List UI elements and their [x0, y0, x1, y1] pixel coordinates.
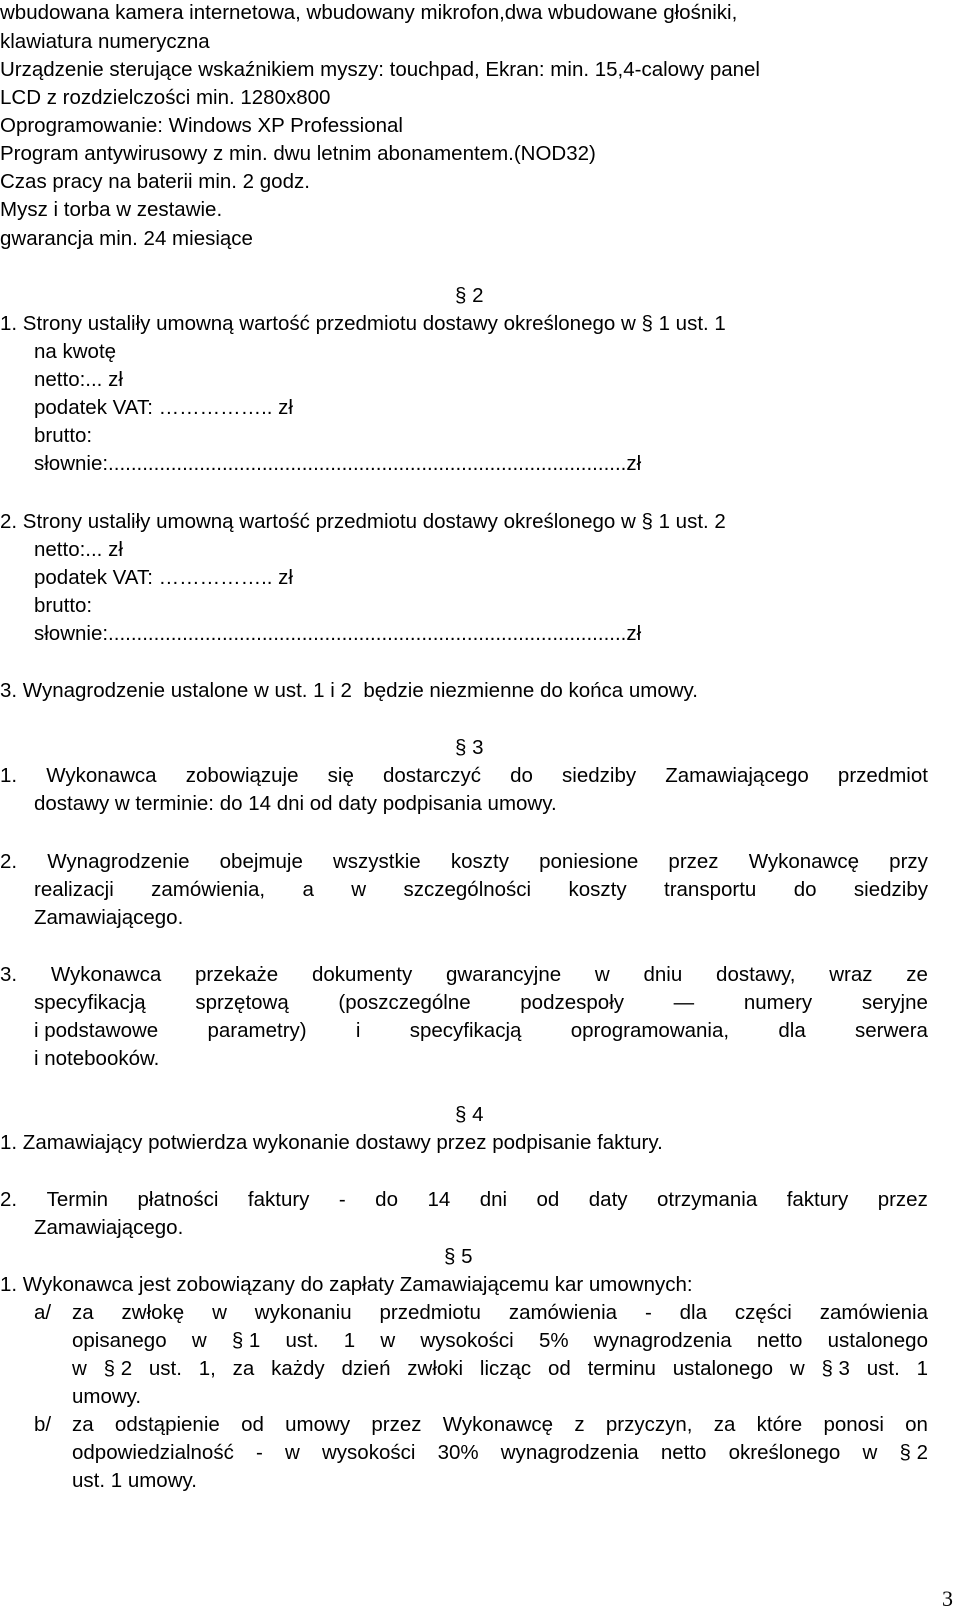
spec-line: Oprogramowanie: Windows XP Professional	[0, 114, 403, 137]
word: faktury	[247, 1188, 310, 1211]
list-label: b/	[34, 1413, 52, 1436]
word: przedmiot	[837, 764, 928, 787]
word: § 1	[231, 1329, 261, 1352]
word: obejmuje	[219, 850, 303, 873]
word: poniesione	[539, 850, 639, 873]
word: zamówienia,	[151, 878, 266, 901]
word: przez	[668, 850, 719, 873]
word: każdy	[271, 1357, 325, 1380]
word: do	[510, 764, 533, 787]
word: od	[536, 1188, 560, 1211]
word: które	[756, 1413, 803, 1436]
section-heading: § 4	[455, 1103, 484, 1126]
word: licząc	[479, 1357, 532, 1380]
word: przy	[889, 850, 928, 873]
word: specyfikacją	[34, 991, 146, 1014]
paragraph-line: i notebooków.	[34, 1047, 160, 1070]
page-number: 3	[942, 1586, 953, 1611]
word: w	[212, 1301, 227, 1324]
word: zwłokę	[121, 1301, 185, 1324]
word: opisanego	[72, 1329, 167, 1352]
word: -	[644, 1301, 652, 1324]
word: wynagrodzenia	[500, 1441, 639, 1464]
spec-line: klawiatura numeryczna	[0, 30, 210, 53]
word: odpowiedzialność	[72, 1441, 234, 1464]
word: umowy	[285, 1413, 351, 1436]
word: w	[380, 1329, 396, 1352]
word: —	[673, 991, 695, 1014]
paragraph-line: 2. Strony ustaliły umowną wartość przedmiotu dostawy określonego w § 1 ust. 2	[0, 510, 726, 533]
word: za	[713, 1413, 736, 1436]
word: i	[355, 1019, 361, 1042]
word: w	[594, 963, 610, 986]
word: specyfikacją	[409, 1019, 522, 1042]
spec-line: Program antywirusowy z min. dwu letnim abonamentem.(NOD32)	[0, 142, 596, 165]
word: otrzymania	[656, 1188, 758, 1211]
word: przez	[371, 1413, 422, 1436]
word: ustalonego	[672, 1357, 774, 1380]
word: netto	[756, 1329, 803, 1352]
word: zwłoki	[407, 1357, 464, 1380]
word: szczególności	[403, 878, 532, 901]
word: w	[72, 1357, 87, 1380]
spec-line: Czas pracy na baterii min. 2 godz.	[0, 170, 310, 193]
word: od	[547, 1357, 571, 1380]
word: wszystkie	[333, 850, 421, 873]
spec-line: wbudowana kamera internetowa, wbudowany mikrofon,dwa wbudowane głośniki,	[0, 1, 738, 24]
word: 2.	[0, 1188, 18, 1211]
word: Wynagrodzenie	[47, 850, 190, 873]
word: 1	[343, 1329, 356, 1352]
paragraph-line	[0, 766, 928, 787]
amount-vat: podatek VAT: …………….. zł	[34, 396, 293, 419]
word: ust.	[148, 1357, 182, 1380]
paragraph-line: 1. Strony ustaliły umowną wartość przedmiotu dostawy określonego w § 1 ust. 1	[0, 312, 726, 335]
word: 1.	[0, 764, 18, 787]
spec-line: LCD z rozdzielczości min. 1280x800	[0, 86, 331, 109]
spec-line: Mysz i torba w zestawie.	[0, 198, 223, 221]
paragraph-line	[72, 1359, 928, 1380]
amount-netto: netto:... zł	[34, 538, 123, 561]
paragraph-line: na kwotę	[34, 340, 117, 363]
word: zamówienia	[508, 1301, 618, 1324]
word: ze	[906, 963, 928, 986]
amount-brutto: brutto:	[34, 424, 93, 447]
word: dla	[679, 1301, 707, 1324]
word: wysokości	[420, 1329, 514, 1352]
word: 3.	[0, 963, 18, 986]
section-heading: § 2	[455, 284, 484, 307]
word: z	[574, 1413, 585, 1436]
word: transportu	[664, 878, 757, 901]
section-heading: § 5	[444, 1245, 473, 1268]
word: w	[789, 1357, 805, 1380]
paragraph-line	[72, 1415, 928, 1436]
word: Wykonawcę	[442, 1413, 554, 1436]
word: ust.	[866, 1357, 900, 1380]
word: netto	[660, 1441, 707, 1464]
paragraph-line: 1. Zamawiający potwierdza wykonanie dostawy przez podpisanie faktury.	[0, 1131, 663, 1154]
paragraph-line: umowy.	[72, 1385, 142, 1408]
word: 1	[916, 1357, 928, 1380]
word: (poszczególne	[338, 991, 471, 1014]
word: numery	[743, 991, 813, 1014]
word: i podstawowe	[34, 1019, 159, 1042]
word: -	[338, 1188, 346, 1211]
word: określonego	[728, 1441, 841, 1464]
word: od	[241, 1413, 264, 1436]
word: oprogramowania,	[570, 1019, 730, 1042]
word: części	[734, 1301, 792, 1324]
paragraph-line: ust. 1 umowy.	[72, 1469, 197, 1492]
paragraph-line: 1. Wykonawca jest zobowiązany do zapłaty Zamawiającemu kar umownych:	[0, 1273, 693, 1296]
word: przekaże	[195, 963, 279, 986]
paragraph-line: Zamawiającego.	[34, 1216, 184, 1239]
word: podzespoły	[520, 991, 624, 1014]
word: 30%	[437, 1441, 479, 1464]
word: faktury	[786, 1188, 849, 1211]
word: 5%	[538, 1329, 569, 1352]
paragraph-line	[0, 852, 928, 873]
word: się	[327, 764, 354, 787]
paragraph-line	[34, 1021, 928, 1042]
word: wykonaniu	[254, 1301, 352, 1324]
paragraph-line	[0, 1190, 928, 1211]
word: dla	[778, 1019, 806, 1042]
word: wraz	[829, 963, 873, 986]
word: przez	[877, 1188, 928, 1211]
word: dostawy,	[716, 963, 796, 986]
amount-words: słownie:...........................................................................................zł	[34, 622, 642, 645]
word: realizacji	[34, 878, 114, 901]
paragraph-line: 3. Wynagrodzenie ustalone w ust. 1 i 2 będzie niezmienne do końca umowy.	[0, 679, 698, 702]
word: dokumenty	[311, 963, 413, 986]
word: płatności	[137, 1188, 219, 1211]
paragraph-line	[34, 993, 928, 1014]
word: § 3	[821, 1357, 850, 1380]
word: w	[285, 1441, 300, 1464]
amount-netto: netto:... zł	[34, 368, 123, 391]
paragraph-line: Zamawiającego.	[34, 906, 184, 929]
amount-words: słownie:...........................................................................................zł	[34, 452, 642, 475]
spec-line: gwarancja min. 24 miesiące	[0, 227, 253, 250]
paragraph-line	[34, 880, 928, 901]
amount-brutto: brutto:	[34, 594, 93, 617]
list-label: a/	[34, 1301, 52, 1324]
word: Zamawiającego	[665, 764, 809, 787]
word: a	[302, 878, 314, 901]
word: wynagrodzenia	[593, 1329, 732, 1352]
word: w	[862, 1441, 878, 1464]
word: dostarczyć	[382, 764, 481, 787]
paragraph-line	[72, 1443, 928, 1464]
paragraph-line	[0, 965, 928, 986]
paragraph-line: dostawy w terminie: do 14 dni od daty podpisania umowy.	[34, 792, 557, 815]
word: 14	[427, 1188, 451, 1211]
word: 1,	[198, 1357, 216, 1380]
word: w	[351, 878, 367, 901]
paragraph-line	[72, 1303, 928, 1324]
word: § 2	[899, 1441, 928, 1464]
word: Termin	[46, 1188, 109, 1211]
word: siedziby	[853, 878, 928, 901]
word: koszty	[568, 878, 627, 901]
word: on	[905, 1413, 928, 1436]
word: Wykonawca	[46, 764, 157, 787]
word: dzień	[341, 1357, 391, 1380]
word: dniu	[643, 963, 683, 986]
section-heading: § 3	[455, 736, 484, 759]
word: § 2	[103, 1357, 133, 1380]
word: daty	[588, 1188, 628, 1211]
word: terminu	[587, 1357, 656, 1380]
word: sprzętową	[195, 991, 289, 1014]
word: dni	[479, 1188, 508, 1211]
spec-line: Urządzenie sterujące wskaźnikiem myszy: touchpad, Ekran: min. 15,4-calowy panel	[0, 58, 760, 81]
word: ustalonego	[827, 1329, 928, 1352]
word: ponosi	[823, 1413, 884, 1436]
word: ust.	[285, 1329, 319, 1352]
word: koszty	[450, 850, 509, 873]
word: przedmiotu	[379, 1301, 481, 1324]
word: w	[191, 1329, 207, 1352]
word: za	[72, 1413, 94, 1436]
word: serwera	[855, 1019, 928, 1042]
word: zobowiązuje	[185, 764, 299, 787]
word: gwarancyjne	[446, 963, 562, 986]
word: przyczyn,	[605, 1413, 693, 1436]
word: wysokości	[321, 1441, 416, 1464]
word: seryjne	[861, 991, 928, 1014]
word: do	[375, 1188, 398, 1211]
word: do	[793, 878, 817, 901]
word: zamówienia	[819, 1301, 928, 1324]
word: za	[72, 1301, 94, 1324]
paragraph-line	[72, 1331, 928, 1352]
word: Wykonawcę	[748, 850, 860, 873]
word: -	[256, 1441, 263, 1464]
word: odstąpienie	[114, 1413, 220, 1436]
word: 2.	[0, 850, 18, 873]
word: Wykonawca	[50, 963, 162, 986]
amount-vat: podatek VAT: …………….. zł	[34, 566, 293, 589]
word: parametry)	[207, 1019, 307, 1042]
word: siedziby	[562, 764, 637, 787]
word: za	[232, 1357, 255, 1380]
